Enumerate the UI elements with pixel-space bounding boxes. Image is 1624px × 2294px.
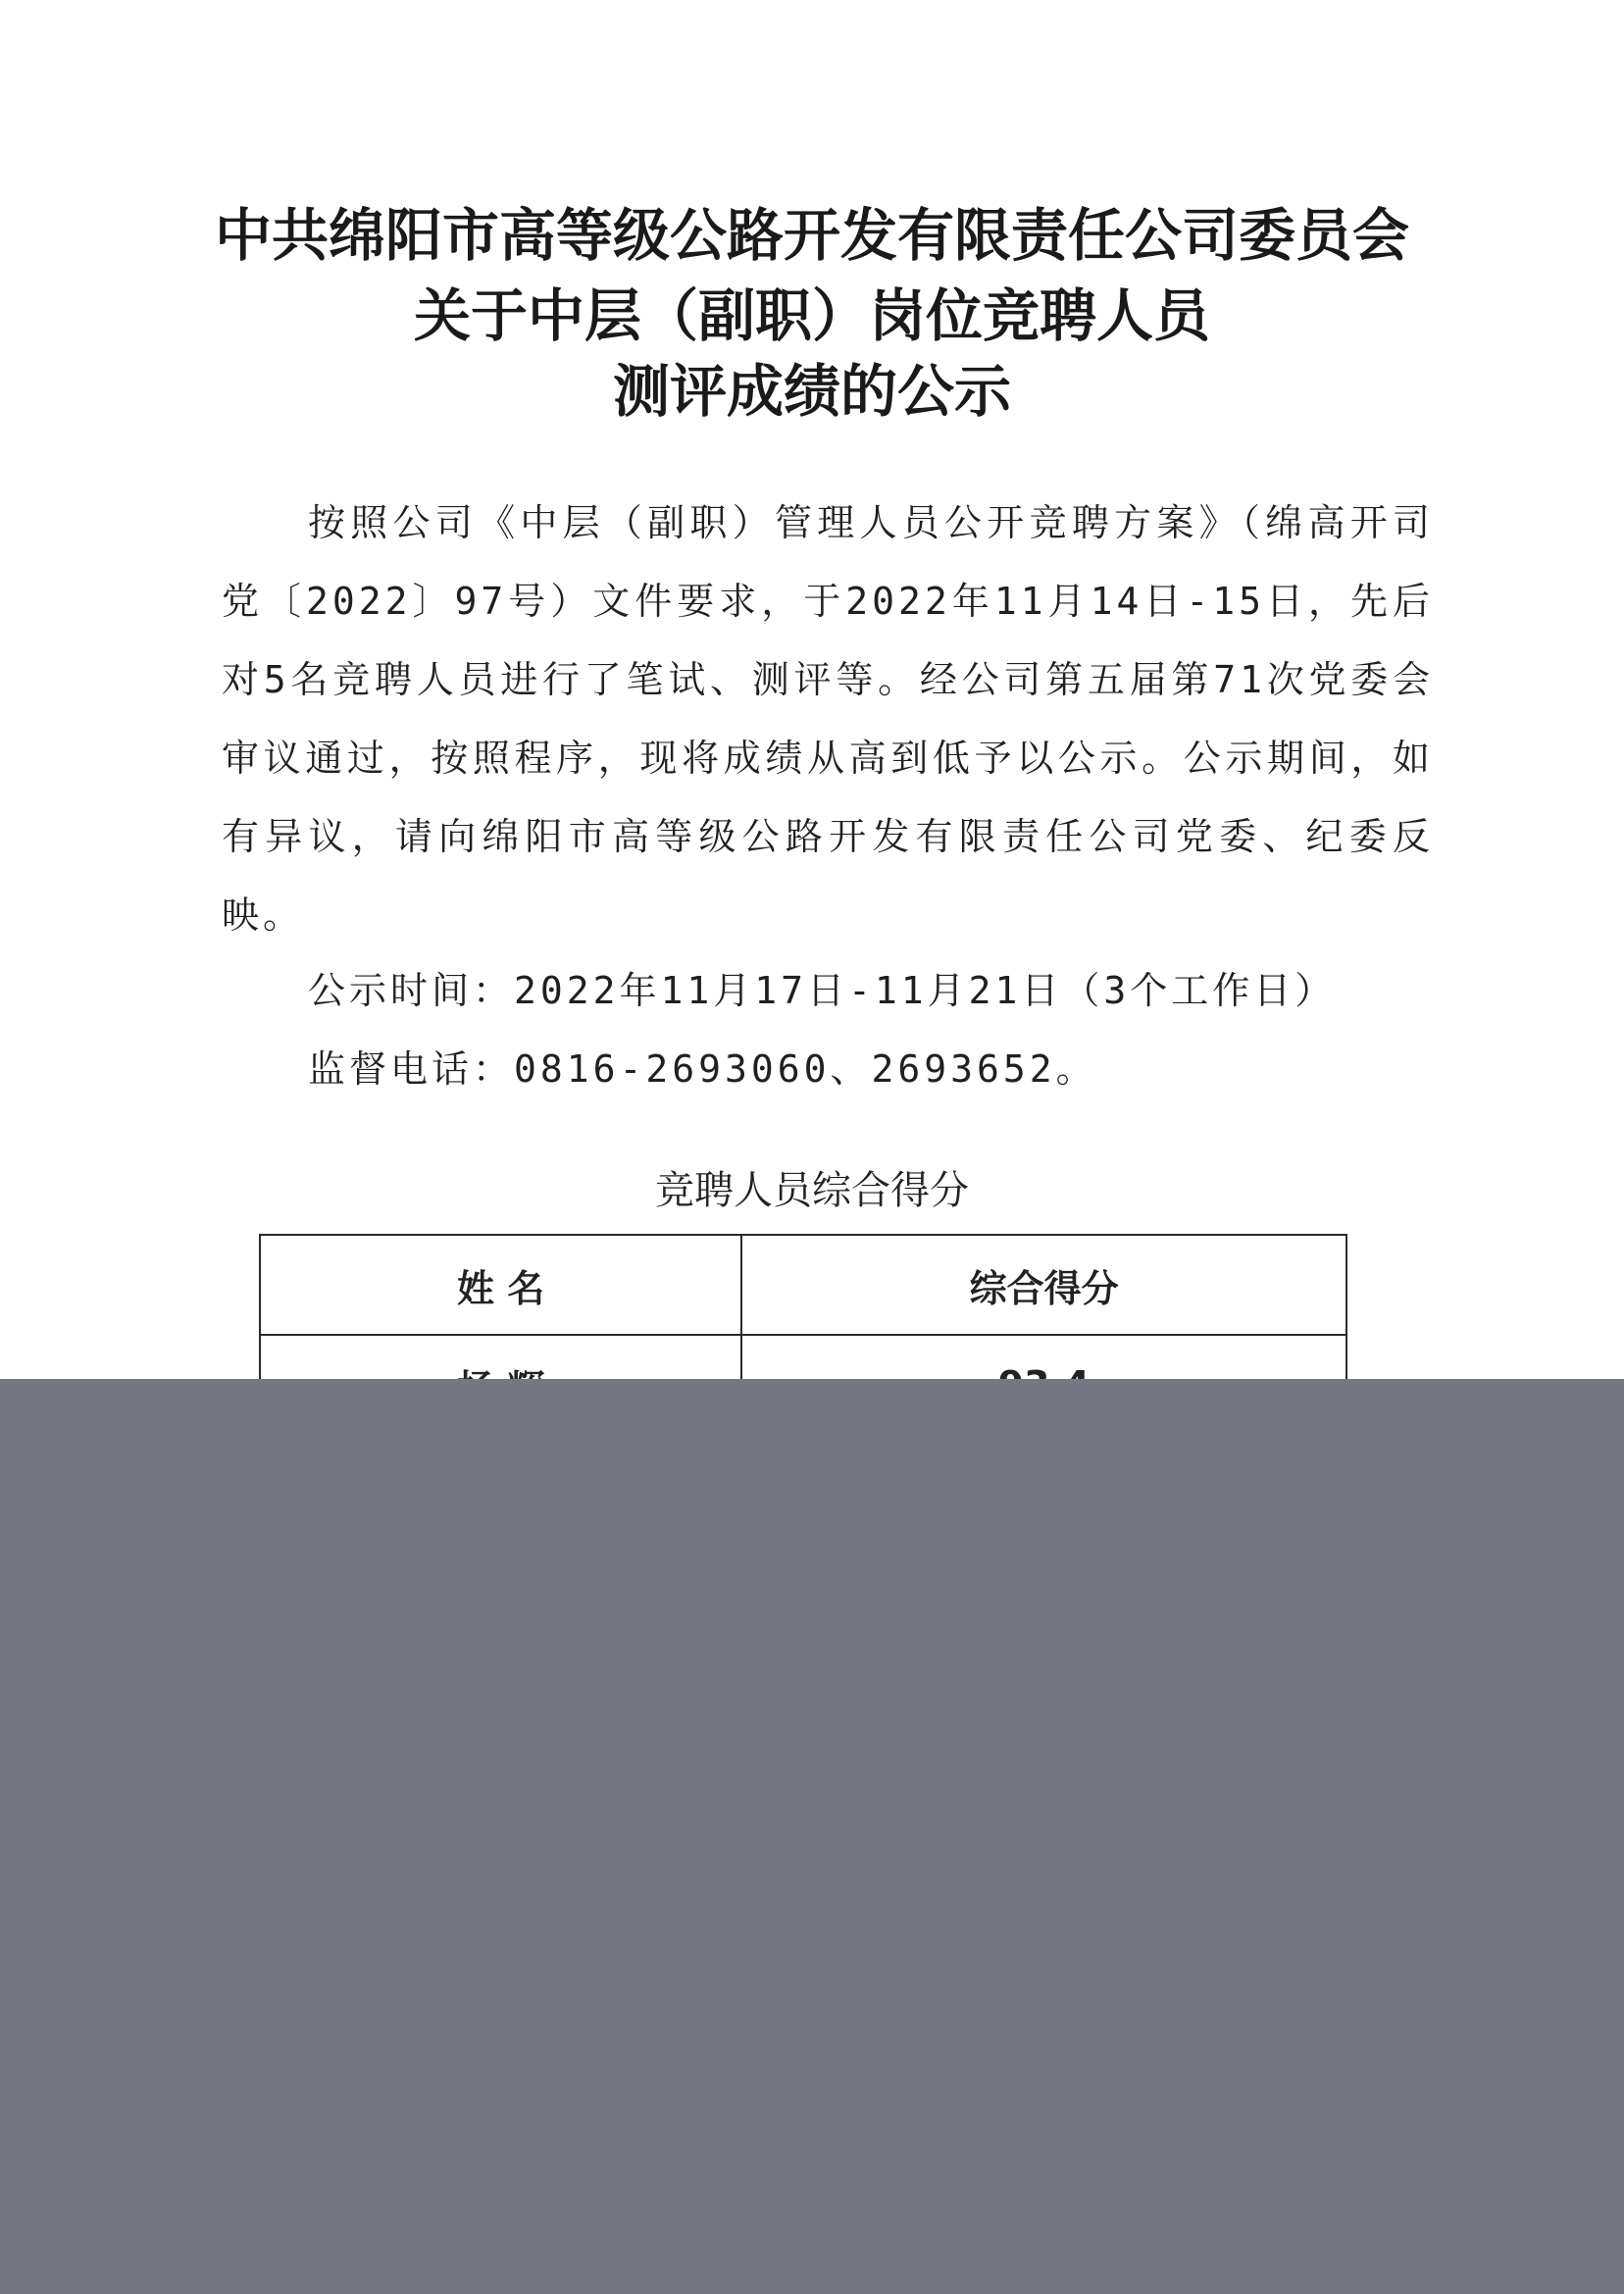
table-caption: 竞聘人员综合得分 <box>655 1168 969 1213</box>
title-line-3: 测评成绩的公示 <box>612 358 1011 425</box>
header-name: 姓 名 <box>260 1235 741 1335</box>
title-line-1: 中共绵阳市高等级公路开发有限责任公司委员会 <box>214 202 1409 269</box>
body-paragraph: 按照公司《中层（副职）管理人员公开竞聘方案》（绵高开司党〔2022〕97号）文件要求，于2022年11月14日-15日，先后对5名竞聘人员进行了笔试、测评等。经公司第五届第71次党委会审议通过，按照程序，现将成绩从高到低予以公示。公示期间，如有异议，请向绵阳市高等级公路开发有限责任公司党委、纪委反映。 <box>222 501 1434 937</box>
title-line-2: 关于中层（副职）岗位竞聘人员 <box>413 282 1210 349</box>
header-score: 综合得分 <box>741 1235 1346 1335</box>
redaction-overlay <box>0 1379 1624 2294</box>
table-header-row <box>260 1235 1346 1335</box>
supervision-phone: 监督电话：0816-2693060、2693652。 <box>308 1047 1097 1091</box>
publicity-time: 公示时间：2022年11月17日-11月21日（3个工作日） <box>308 969 1337 1012</box>
